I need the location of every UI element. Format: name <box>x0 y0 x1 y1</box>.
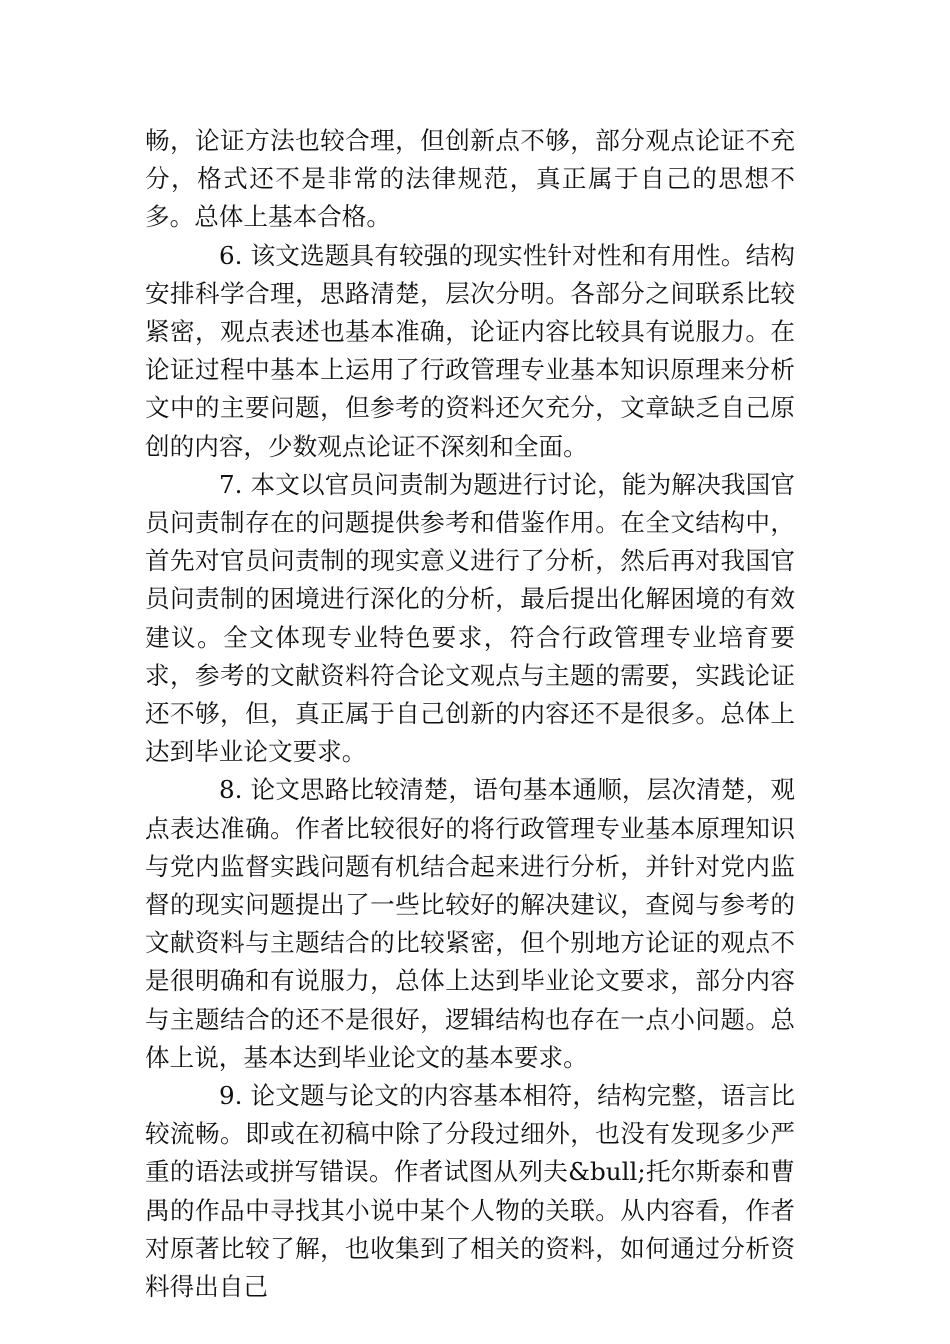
paragraph-item-7: 7. 本文以官员问责制为题进行讨论，能为解决我国官员问责制存在的问题提供参考和借鉴作用。在全文结构中，首先对官员问责制的现实意义进行了分析，然后再对我国官员问责制的困境进行深化的分析，最后提出化解困境的有效建议。全文体现专业特色要求，符合行政管理专业培育要求，参考的文献资料符合论文观点与主题的需要，实践论证还不够，但，真正属于自己创新的内容还不是很多。总体上达到毕业论文要求。 <box>145 469 795 767</box>
paragraph-continuation: 畅，论证方法也较合理，但创新点不够，部分观点论证不充分，格式还不是非常的法律规范，真正属于自己的思想不多。总体上基本合格。 <box>145 126 795 232</box>
paragraph-item-9: 9. 论文题与论文的内容基本相符，结构完整，语言比较流畅。即或在初稿中除了分段过细外，也没有发现多少严重的语法或拼写错误。作者试图从列夫&bull;托尔斯泰和曹禺的作品中寻找其小说中某个人物的关联。从内容看，作者对原著比较了解，也收集到了相关的资料，如何通过分析资料得出自己 <box>145 1081 795 1302</box>
paragraph-item-8: 8. 论文思路比较清楚，语句基本通顺，层次清楚，观点表达准确。作者比较很好的将行政管理专业基本原理知识与党内监督实践问题有机结合起来进行分析，并针对党内监督的现实问题提出了一些比较好的解决建议，查阅与参考的文献资料与主题结合的比较紧密，但个别地方论证的观点不是很明确和有说服力，总体上达到毕业论文要求，部分内容与主题结合的还不是很好，逻辑结构也存在一点小问题。总体上说，基本达到毕业论文的基本要求。 <box>145 775 795 1072</box>
paragraph-item-6: 6. 该文选题具有较强的现实性针对性和有用性。结构安排科学合理，思路清楚，层次分明。各部分之间联系比较紧密，观点表述也基本准确，论证内容比较具有说服力。在论证过程中基本上运用了行政管理专业基本知识原理来分析文中的主要问题，但参考的资料还欠充分，文章缺乏自己原创的内容，少数观点论证不深刻和全面。 <box>145 240 795 461</box>
document-page <box>145 122 795 1306</box>
